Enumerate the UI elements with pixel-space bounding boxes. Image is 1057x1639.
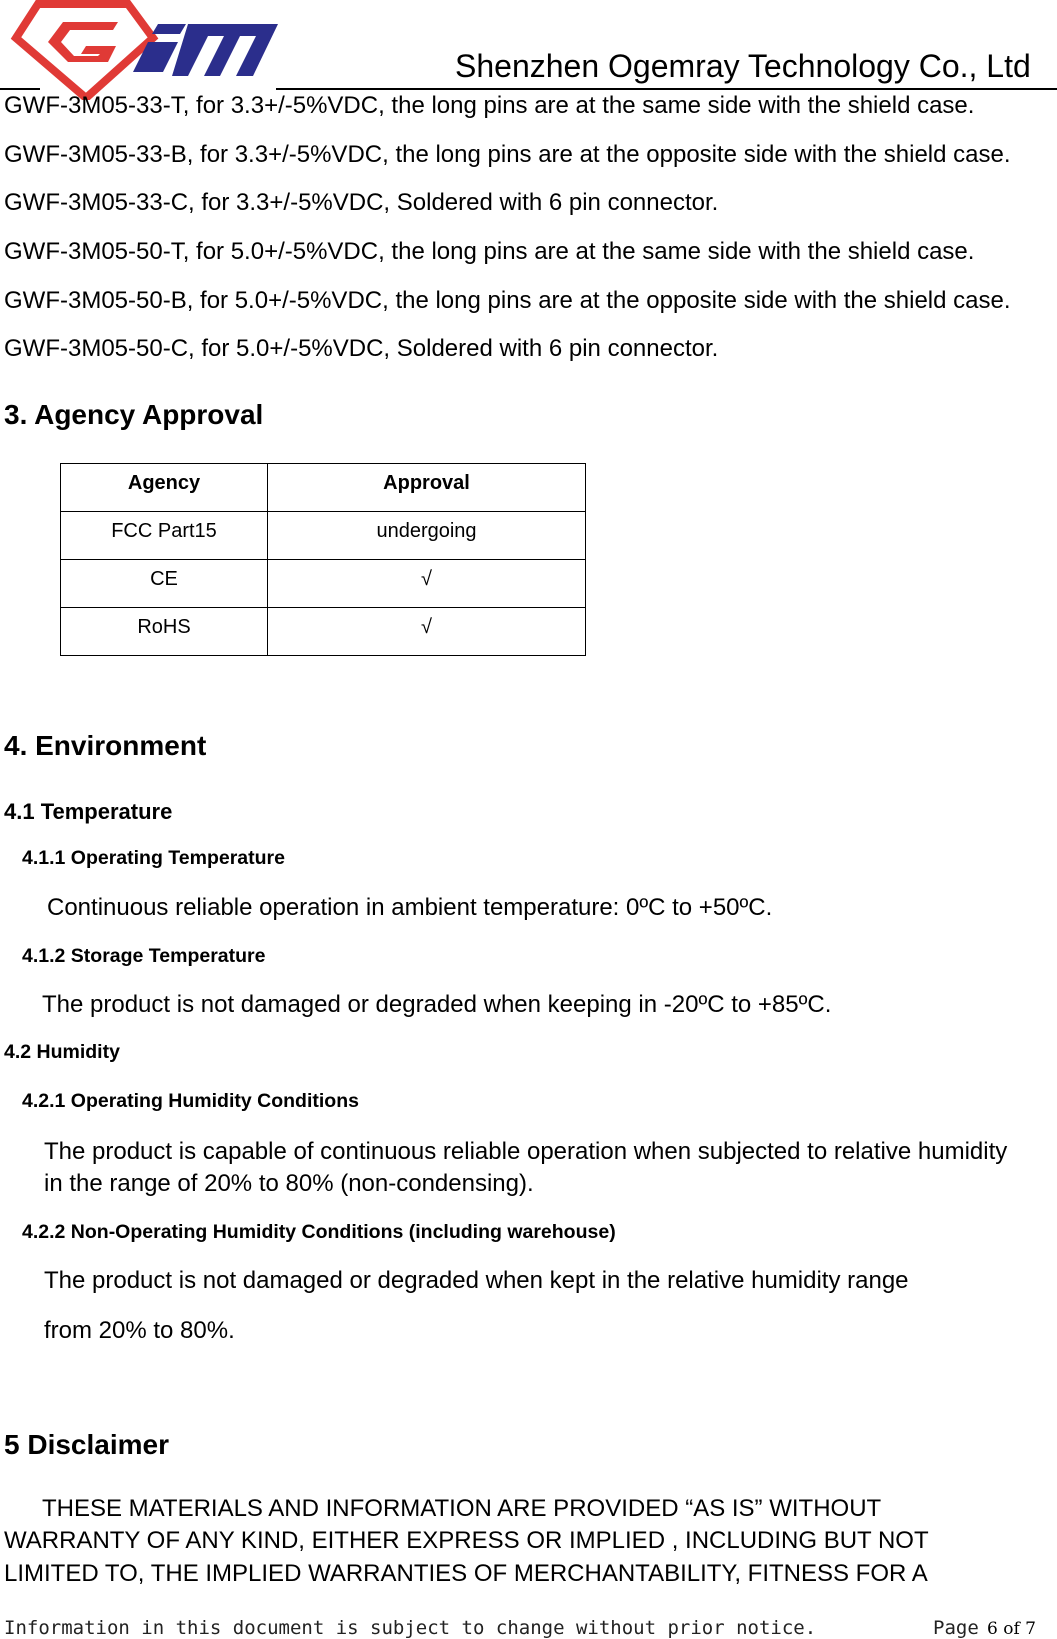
table-header-row	[61, 464, 586, 512]
header-rule	[276, 88, 1057, 90]
column-header: Approval	[268, 464, 586, 512]
paragraph: The product is not damaged or degraded when kept in the relative humidity range	[44, 1267, 909, 1294]
subsubsection-heading: 4.1.1 Operating Temperature	[22, 847, 285, 869]
agency-approval-table	[60, 463, 586, 656]
company-name: Shenzhen Ogemray Technology Co., Ltd	[455, 48, 1031, 84]
column-header: Agency	[61, 464, 268, 512]
paragraph: The product is capable of continuous reliable operation when subjected to relative humidity	[44, 1138, 1008, 1165]
cell: RoHS	[61, 608, 268, 656]
model-line: GWF-3M05-50-C, for 5.0+/-5%VDC, Soldered with 6 pin connector.	[4, 335, 719, 362]
cell: undergoing	[268, 512, 586, 560]
model-line: GWF-3M05-50-B, for 5.0+/-5%VDC, the long pins are at the opposite side with the shield case.	[4, 287, 1011, 314]
table-row	[61, 560, 586, 608]
cell: FCC Part15	[61, 512, 268, 560]
table-row	[61, 608, 586, 656]
subsubsection-heading: 4.1.2 Storage Temperature	[22, 945, 266, 967]
disclaimer-line: THESE MATERIALS AND INFORMATION ARE PROVIDED “AS IS” WITHOUT	[42, 1495, 882, 1522]
subsection-heading: 4.1 Temperature	[4, 799, 173, 824]
section-heading: 5 Disclaimer	[4, 1429, 169, 1460]
disclaimer-line: LIMITED TO, THE IMPLIED WARRANTIES OF MERCHANTABILITY, FITNESS FOR A	[4, 1560, 928, 1587]
footer-notice: Information in this document is subject to change without prior notice.	[4, 1617, 817, 1639]
subsubsection-heading: 4.2.1 Operating Humidity Conditions	[22, 1090, 359, 1112]
gem-logo-icon	[8, 0, 278, 100]
subsubsection-heading: 4.2.2 Non-Operating Humidity Conditions (including warehouse)	[22, 1221, 616, 1243]
paragraph: in the range of 20% to 80% (non-condensing).	[44, 1170, 534, 1197]
subsection-heading: 4.2 Humidity	[4, 1041, 120, 1063]
footer-page-label: Page	[933, 1617, 979, 1639]
page-number: 6 of 7	[987, 1619, 1036, 1639]
paragraph: Continuous reliable operation in ambient temperature: 0ºC to +50ºC.	[47, 894, 773, 921]
cell: √	[268, 560, 586, 608]
section-heading: 4. Environment	[4, 730, 207, 761]
model-line: GWF-3M05-33-C, for 3.3+/-5%VDC, Soldered with 6 pin connector.	[4, 189, 719, 216]
model-line: GWF-3M05-50-T, for 5.0+/-5%VDC, the long pins are at the same side with the shield case.	[4, 238, 975, 265]
model-line: GWF-3M05-33-B, for 3.3+/-5%VDC, the long pins are at the opposite side with the shield case.	[4, 141, 1011, 168]
cell: CE	[61, 560, 268, 608]
paragraph: The product is not damaged or degraded when keeping in -20ºC to +85ºC.	[42, 991, 832, 1018]
table-row	[61, 512, 586, 560]
model-line: GWF-3M05-33-T, for 3.3+/-5%VDC, the long pins are at the same side with the shield case.	[4, 92, 975, 119]
paragraph: from 20% to 80%.	[44, 1317, 235, 1344]
section-heading: 3. Agency Approval	[4, 399, 264, 430]
disclaimer-line: WARRANTY OF ANY KIND, EITHER EXPRESS OR IMPLIED , INCLUDING BUT NOT	[4, 1527, 929, 1554]
cell: √	[268, 608, 586, 656]
